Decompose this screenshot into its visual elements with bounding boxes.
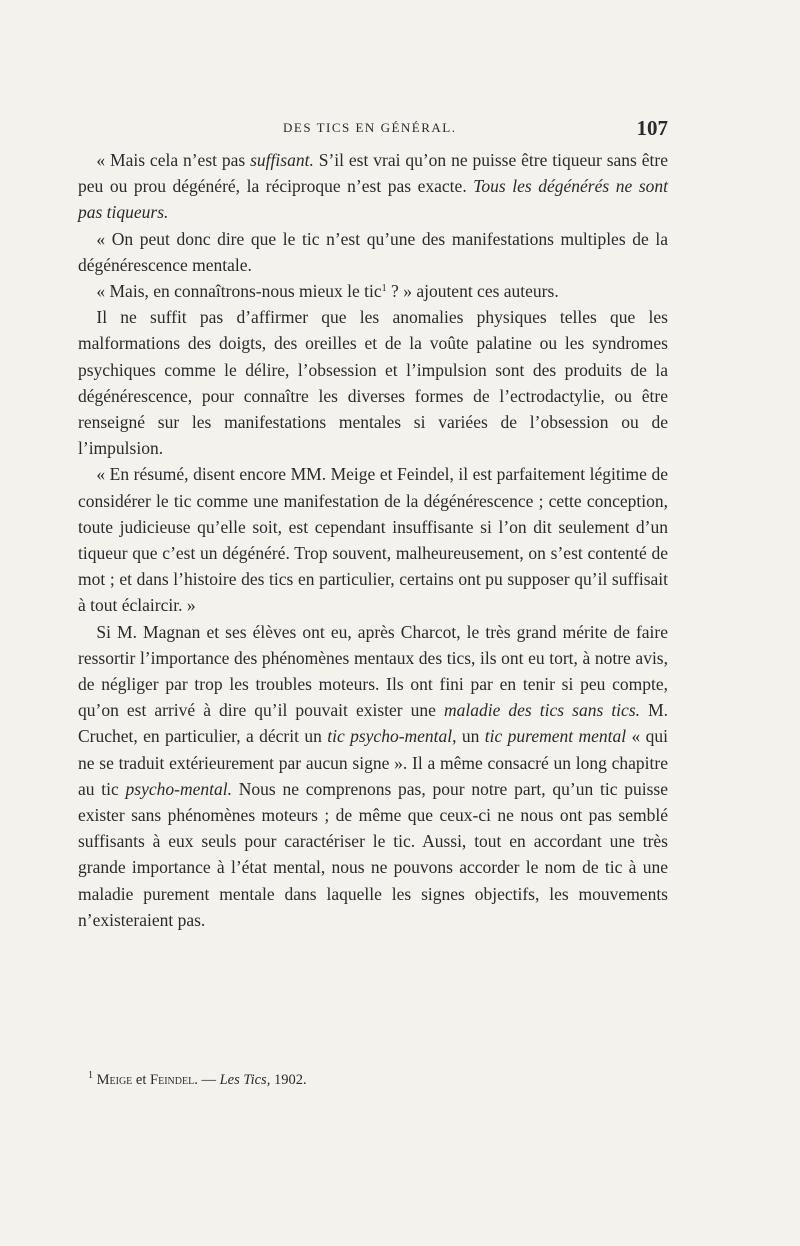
italic-run: psycho-mental. bbox=[125, 778, 232, 799]
footnote-text: . — bbox=[194, 1072, 220, 1088]
text-run: S’il est vrai qu’on ne puisse être tiqueur sans être peu ou prou dégénéré, la réciproque n’est pas exacte. bbox=[78, 150, 668, 197]
paragraph-1 bbox=[78, 147, 668, 226]
text-run: « Mais cela n’est pas bbox=[96, 150, 251, 170]
italic-run: Tous les dégénérés ne sont pas tiqueurs. bbox=[78, 176, 668, 223]
italic-run: suffisant. bbox=[250, 150, 314, 170]
footnote-marker: 1 bbox=[88, 1070, 93, 1081]
footnote-year: 1902. bbox=[270, 1072, 307, 1088]
body-text bbox=[78, 147, 668, 933]
footnote-ref: 1 bbox=[381, 283, 387, 295]
paragraph-6 bbox=[78, 619, 668, 933]
italic-run: tic purement mental bbox=[484, 726, 627, 747]
text-run: « qui ne se traduit extérieurement par aucun signe ». Il a même consacré un long chapitre au tic bbox=[78, 726, 668, 799]
page-number: 107 bbox=[636, 116, 668, 140]
running-head bbox=[78, 116, 668, 142]
paragraph-2: « On peut donc dire que le tic n’est qu’une des manifestations multiples de la dégénérescence mentale. bbox=[78, 228, 668, 275]
footnote-text: et bbox=[132, 1072, 151, 1088]
text-run: M. Cruchet, en particulier, a décrit un bbox=[78, 700, 669, 747]
footnote bbox=[88, 1070, 658, 1090]
text-run: ? » ajoutent ces auteurs. bbox=[386, 281, 559, 302]
paragraph-4: Il ne suffit pas d’affirmer que les anomalies physiques telles que les malformations des doigts, des oreilles et de la voûte palatine ou les syndromes psychiques comme le délire, l’obsession et l’impulsion sont des produits de la dégénérescence, pour connaître les diverses formes de l’ectrodactylie, ou être renseigné sur les manifestations mentales si variées de l’obsession ou de l’impulsion. bbox=[78, 307, 668, 459]
book-page bbox=[78, 0, 668, 1246]
text-run: Nous ne comprenons pas, pour notre part, qu’un tic puisse exister sans phénomènes moteurs ; de même que ceux-ci ne nous ont pas semblé suffisants à eux seuls pour caractériser le tic. Aussi, tout en accordant une très grande importance à l’état mental, nous ne pouvons accorder le nom de tic à une maladie purement mentale dans laquelle les signes objectifs, les mouvements n’existeraient pas. bbox=[78, 778, 669, 930]
running-title: DES TICS EN GÉNÉRAL. bbox=[283, 120, 457, 135]
footnote-author: Feindel bbox=[150, 1072, 195, 1088]
italic-run: tic psycho-mental bbox=[327, 726, 453, 747]
text-run: « Mais, en connaîtrons-nous mieux le tic bbox=[96, 281, 382, 302]
footnote-title: Les Tics, bbox=[219, 1072, 271, 1088]
text-run: Si M. Magnan et ses élèves ont eu, après Charcot, le très grand mérite de faire ressortir l’importance des phénomènes mentaux des tics, ils ont eu tort, à notre avis, de négliger par trop les troubles moteurs. Ils ont fini par en tenir si peu compte, qu’on est arrivé à dire qu’il pouvait exister une bbox=[78, 621, 668, 721]
paragraph-5: « En résumé, disent encore MM. Meige et Feindel, il est parfaitement légitime de considérer le tic comme une manifestation de la dégénérescence ; cette conception, toute judicieuse qu’elle soit, est cependant insuffisante si l’on dit seulement d’un tiqueur que c’est un dégénéré. Trop souvent, malheureusement, on s’est contenté de mot ; et dans l’histoire des tics en particulier, certains ont pu supposer qu’il suffisait à tout éclaircir. » bbox=[78, 464, 668, 616]
italic-run: maladie des tics sans tics. bbox=[443, 700, 641, 721]
footnote-author: Meige bbox=[96, 1072, 133, 1088]
text-run: , un bbox=[452, 726, 485, 747]
paragraph-3 bbox=[78, 278, 668, 304]
